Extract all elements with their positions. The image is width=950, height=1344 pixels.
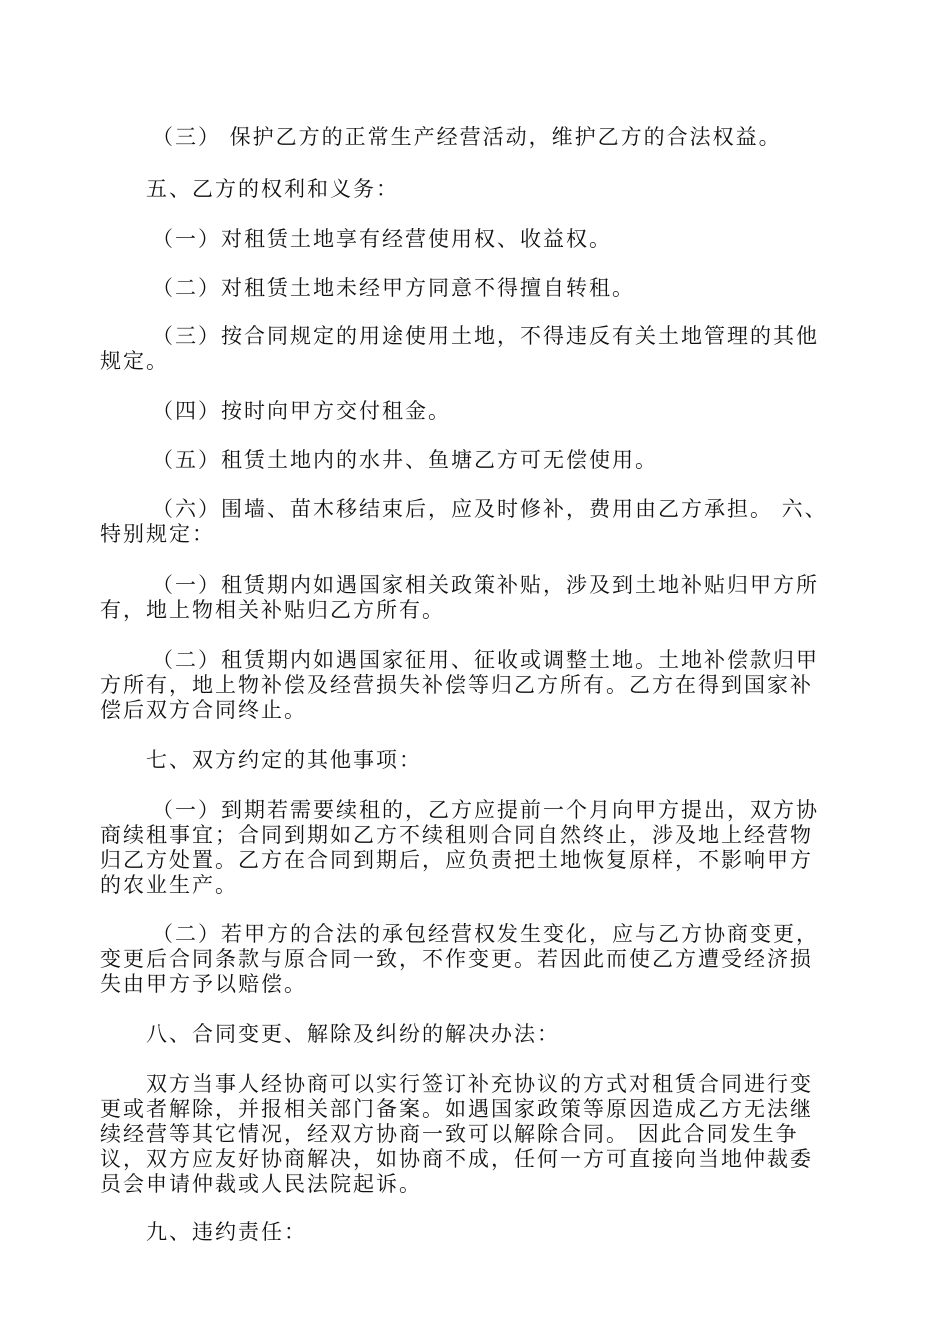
text-line: （一）租赁期内如遇国家相关政策补贴，涉及到土地补贴归甲方所 bbox=[152, 573, 819, 597]
text-line: （一）到期若需要续租的，乙方应提前一个月向甲方提出，双方协 bbox=[152, 798, 819, 822]
text-line: 五、乙方的权利和义务： bbox=[146, 177, 399, 201]
paragraph bbox=[100, 399, 860, 424]
text-line: 七、双方约定的其他事项： bbox=[146, 748, 422, 772]
text-line: 方所有，地上物补偿及经营损失补偿等归乙方所有。乙方在得到国家补 bbox=[100, 673, 813, 697]
text-line: （六）围墙、苗木移结束后，应及时修补，费用由乙方承担。 六、 bbox=[152, 497, 828, 521]
text-line: （四）按时向甲方交付租金。 bbox=[152, 399, 451, 423]
text-line: 规定。 bbox=[100, 349, 169, 373]
section-heading bbox=[100, 1022, 860, 1047]
text-line: 失由甲方予以赔偿。 bbox=[100, 972, 307, 996]
paragraph bbox=[100, 1072, 860, 1197]
paragraph bbox=[100, 648, 860, 723]
paragraph bbox=[100, 497, 860, 547]
paragraph bbox=[100, 125, 860, 150]
text-line: （五）租赁土地内的水井、鱼塘乙方可无偿使用。 bbox=[152, 448, 658, 472]
text-line: （三）按合同规定的用途使用土地，不得违反有关土地管理的其他 bbox=[152, 324, 819, 348]
section-heading bbox=[100, 177, 860, 202]
text-line: 八、合同变更、解除及纠纷的解决办法： bbox=[146, 1022, 560, 1046]
text-line: 更或者解除，并报相关部门备案。如遇国家政策等原因造成乙方无法继 bbox=[100, 1097, 813, 1121]
text-line: 续经营等其它情况，经双方协商一致可以解除合同。 因此合同发生争 bbox=[100, 1122, 799, 1146]
text-line: 商续租事宜；合同到期如乙方不续租则合同自然终止，涉及地上经营物 bbox=[100, 823, 813, 847]
section-heading bbox=[100, 748, 860, 773]
paragraph bbox=[100, 798, 860, 898]
text-line: 归乙方处置。乙方在合同到期后，应负责把土地恢复原样，不影响甲方 bbox=[100, 848, 813, 872]
paragraph bbox=[100, 573, 860, 623]
text-line: 特别规定： bbox=[100, 522, 215, 546]
paragraph bbox=[100, 324, 860, 374]
text-line: 偿后双方合同终止。 bbox=[100, 698, 307, 722]
text-line: （二）若甲方的合法的承包经营权发生变化，应与乙方协商变更， bbox=[152, 922, 819, 946]
text-line: （三） 保护乙方的正常生产经营活动，维护乙方的合法权益。 bbox=[152, 125, 782, 149]
text-line: 九、违约责任： bbox=[146, 1220, 307, 1244]
text-line: 员会申请仲裁或人民法院起诉。 bbox=[100, 1172, 422, 1196]
text-line: （二）租赁期内如遇国家征用、征收或调整土地。土地补偿款归甲 bbox=[152, 648, 819, 672]
text-line: 的农业生产。 bbox=[100, 873, 238, 897]
text-line: 变更后合同条款与原合同一致，不作变更。若因此而使乙方遭受经济损 bbox=[100, 947, 813, 971]
text-line: （一）对租赁土地享有经营使用权、收益权。 bbox=[152, 227, 612, 251]
paragraph bbox=[100, 922, 860, 997]
text-line: 有，地上物相关补贴归乙方所有。 bbox=[100, 598, 445, 622]
section-heading bbox=[100, 1220, 860, 1245]
paragraph bbox=[100, 227, 860, 252]
text-line: （二）对租赁土地未经甲方同意不得擅自转租。 bbox=[152, 276, 635, 300]
text-line: 双方当事人经协商可以实行签订补充协议的方式对租赁合同进行变 bbox=[146, 1072, 813, 1096]
paragraph bbox=[100, 448, 860, 473]
text-line: 议，双方应友好协商解决，如协商不成，任何一方可直接向当地仲裁委 bbox=[100, 1147, 813, 1171]
paragraph bbox=[100, 276, 860, 301]
